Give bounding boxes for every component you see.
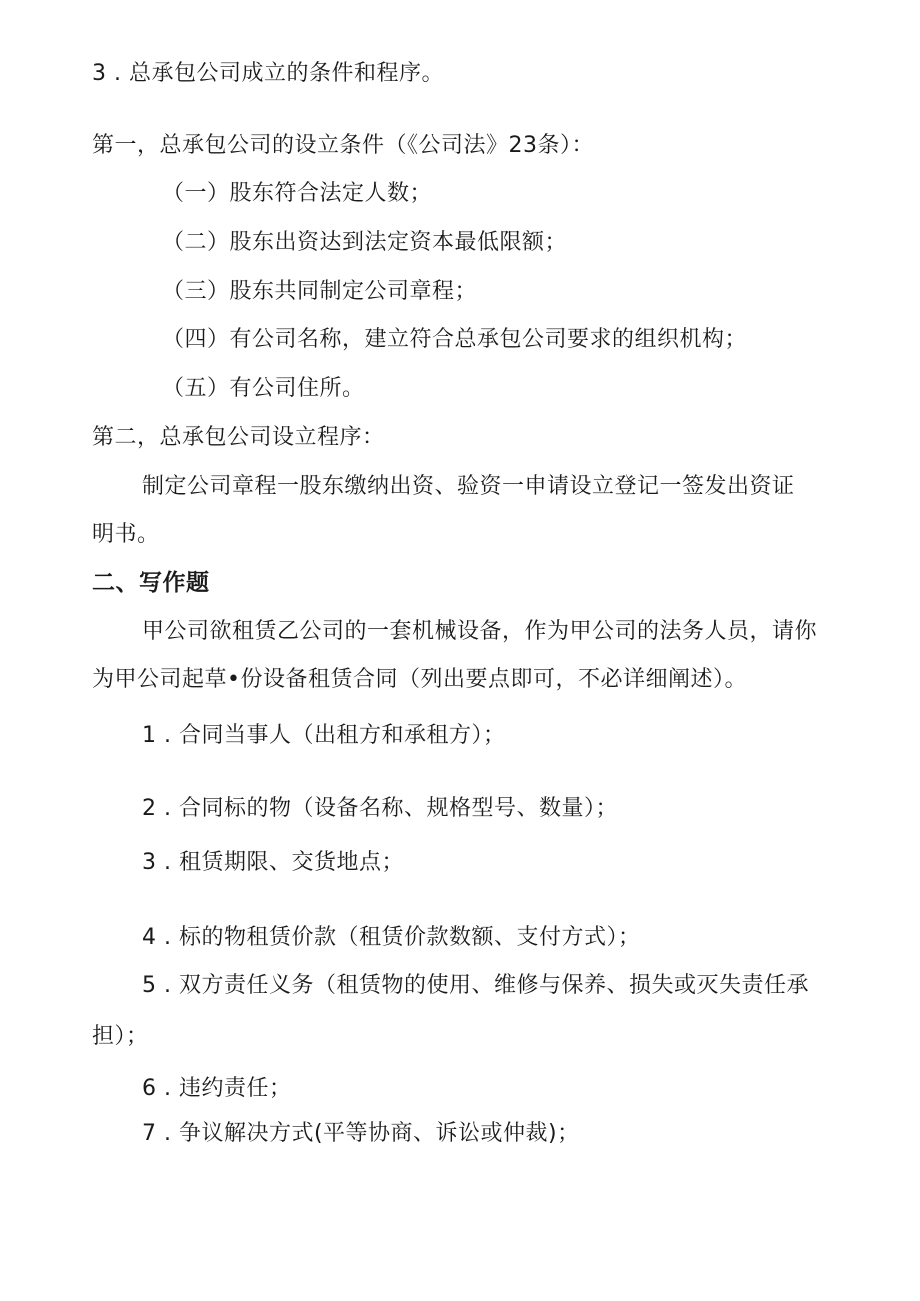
list-item-contract-1: 1 . 合同当事人（出租方和承租方）； [142,723,506,748]
section-heading-3: 3 . 总承包公司成立的条件和程序。 [92,61,444,86]
paragraph-procedure-line-1: 制定公司章程一股东缴纳出资、验资一申请设立登记一签发出资证 [142,474,795,499]
list-item-condition-4: （四）有公司名称，建立符合总承包公司要求的组织机构； [162,327,748,352]
list-item-contract-7: 7 . 争议解决方式(平等协商、诉讼或仲裁)； [142,1121,580,1146]
list-item-contract-4: 4 . 标的物租赁价款（租赁价款数额、支付方式）； [142,925,641,950]
list-item-contract-2: 2 . 合同标的物（设备名称、规格型号、数量）； [142,796,618,821]
list-item-condition-3: （三）股东共同制定公司章程； [162,279,478,304]
list-item-condition-5: （五）有公司住所。 [162,376,365,401]
list-item-contract-3: 3 . 租赁期限、交货地点； [142,850,404,875]
list-item-contract-5-cont: 担）； [92,1024,149,1049]
list-item-condition-1: （一）股东符合法定人数； [162,181,433,206]
paragraph-task-line-1: 甲公司欲租赁乙公司的一套机械设备，作为甲公司的法务人员，请你 [142,619,818,644]
paragraph-procedure-intro: 第二，总承包公司设立程序： [92,425,385,450]
paragraph-conditions-intro: 第一，总承包公司的设立条件（《公司法》23条）： [92,133,594,158]
list-item-contract-6: 6 . 违约责任； [142,1076,292,1101]
paragraph-procedure-line-2: 明书。 [92,522,160,547]
list-item-condition-2: （二）股东出资达到法定资本最低限额； [162,230,568,255]
paragraph-task-line-2: 为甲公司起草•份设备租赁合同（列出要点即可，不必详细阐述）。 [92,667,747,692]
list-item-contract-5: 5 . 双方责任义务（租赁物的使用、维修与保养、损失或灭失责任承 [142,973,809,998]
section-heading-writing: 二、写作题 [92,570,210,596]
